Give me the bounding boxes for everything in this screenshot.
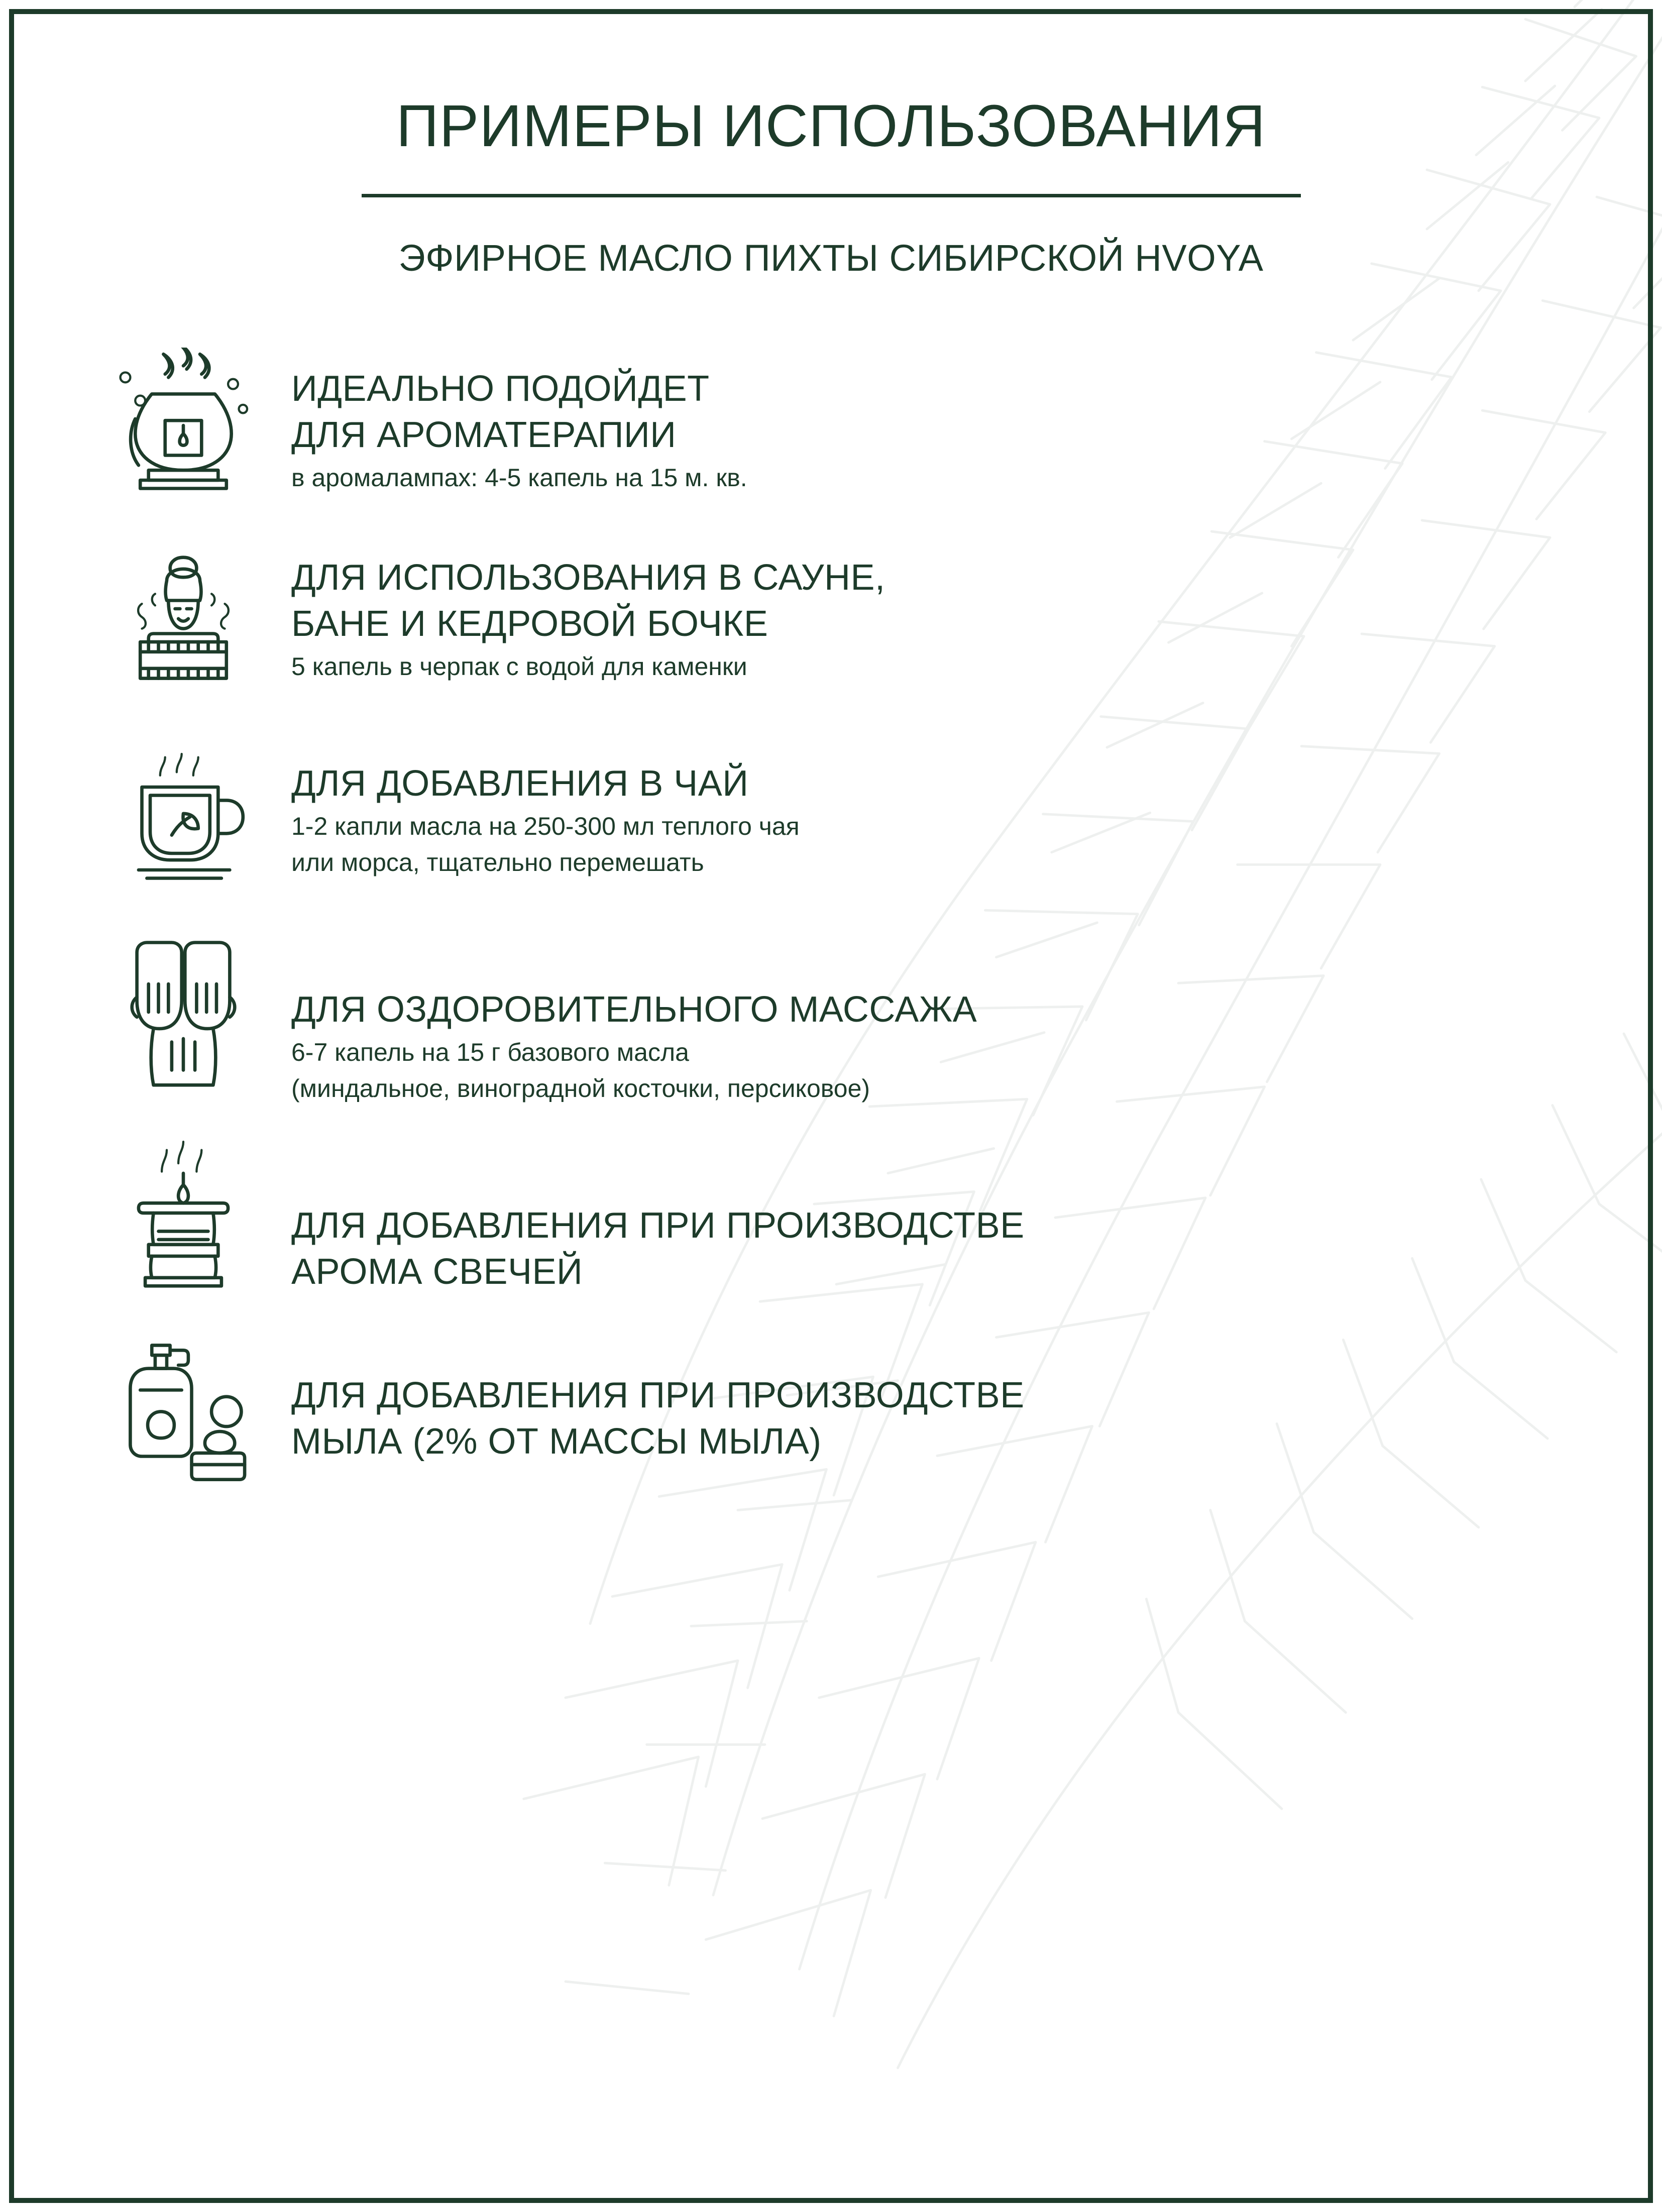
list-item-heading-line1: ИДЕАЛЬНО ПОДОЙДЕТ bbox=[291, 368, 710, 409]
list-item-heading-line2: АРОМА СВЕЧЕЙ bbox=[291, 1252, 583, 1292]
aroma-lamp-icon bbox=[75, 345, 291, 513]
list-item-text bbox=[291, 931, 1587, 1105]
list-item bbox=[75, 734, 1587, 903]
list-item-sub-line1: в аромалампах: 4-5 капель на 15 м. кв. bbox=[291, 464, 747, 492]
list-item-sub-line2: или морса, тщательно перемешать bbox=[291, 848, 704, 877]
list-item-heading-line1: ДЛЯ ДОБАВЛЕНИЯ ПРИ ПРОИЗВОДСТВЕ bbox=[291, 1375, 1025, 1416]
sauna-woman-icon bbox=[75, 539, 291, 708]
list-item-text bbox=[291, 1329, 1587, 1465]
title-divider bbox=[362, 194, 1301, 197]
soap-dispenser-icon bbox=[75, 1329, 291, 1498]
list-item-text bbox=[291, 345, 1587, 494]
list-item-heading-line1: ДЛЯ ДОБАВЛЕНИЯ В ЧАЙ bbox=[291, 763, 749, 804]
list-item-heading-line2: МЫЛА (2% ОТ МАССЫ МЫЛА) bbox=[291, 1421, 822, 1462]
list-item-text bbox=[291, 1132, 1587, 1295]
list-item-sub-line1: 5 капель в черпак с водой для каменки bbox=[291, 652, 747, 681]
list-item bbox=[75, 345, 1587, 513]
list-item-heading-line1: ДЛЯ ОЗДОРОВИТЕЛЬНОГО МАССАЖА bbox=[291, 989, 977, 1030]
list-item-text bbox=[291, 734, 1587, 879]
list-item-heading-line2: БАНЕ И КЕДРОВОЙ БОЧКЕ bbox=[291, 604, 768, 644]
list-item bbox=[75, 1132, 1587, 1301]
list-item-heading-line1: ДЛЯ ДОБАВЛЕНИЯ ПРИ ПРОИЗВОДСТВЕ bbox=[291, 1205, 1025, 1246]
list-item-sub-line1: 1-2 капли масла на 250-300 мл теплого чая bbox=[291, 812, 800, 841]
tea-cup-icon bbox=[75, 734, 291, 903]
list-item bbox=[75, 539, 1587, 708]
list-item-sub-line2: (миндальное, виноградной косточки, персиковое) bbox=[291, 1074, 870, 1103]
list-item-heading-line2: ДЛЯ АРОМАТЕРАПИИ bbox=[291, 415, 677, 456]
candle-icon bbox=[75, 1132, 291, 1301]
list-item bbox=[75, 931, 1587, 1105]
list-item-heading-line1: ДЛЯ ИСПОЛЬЗОВАНИЯ В САУНЕ, bbox=[291, 557, 885, 598]
list-item bbox=[75, 1329, 1587, 1498]
page-title: ПРИМЕРЫ ИСПОЛЬЗОВАНИЯ bbox=[396, 93, 1266, 159]
usage-list bbox=[75, 345, 1587, 1498]
list-item-text bbox=[291, 539, 1587, 683]
massage-hands-icon bbox=[75, 931, 291, 1100]
page-subtitle: ЭФИРНОЕ МАСЛО ПИХТЫ СИБИРСКОЙ HVOYA bbox=[398, 237, 1264, 279]
list-item-sub-line1: 6-7 капель на 15 г базового масла bbox=[291, 1038, 689, 1067]
